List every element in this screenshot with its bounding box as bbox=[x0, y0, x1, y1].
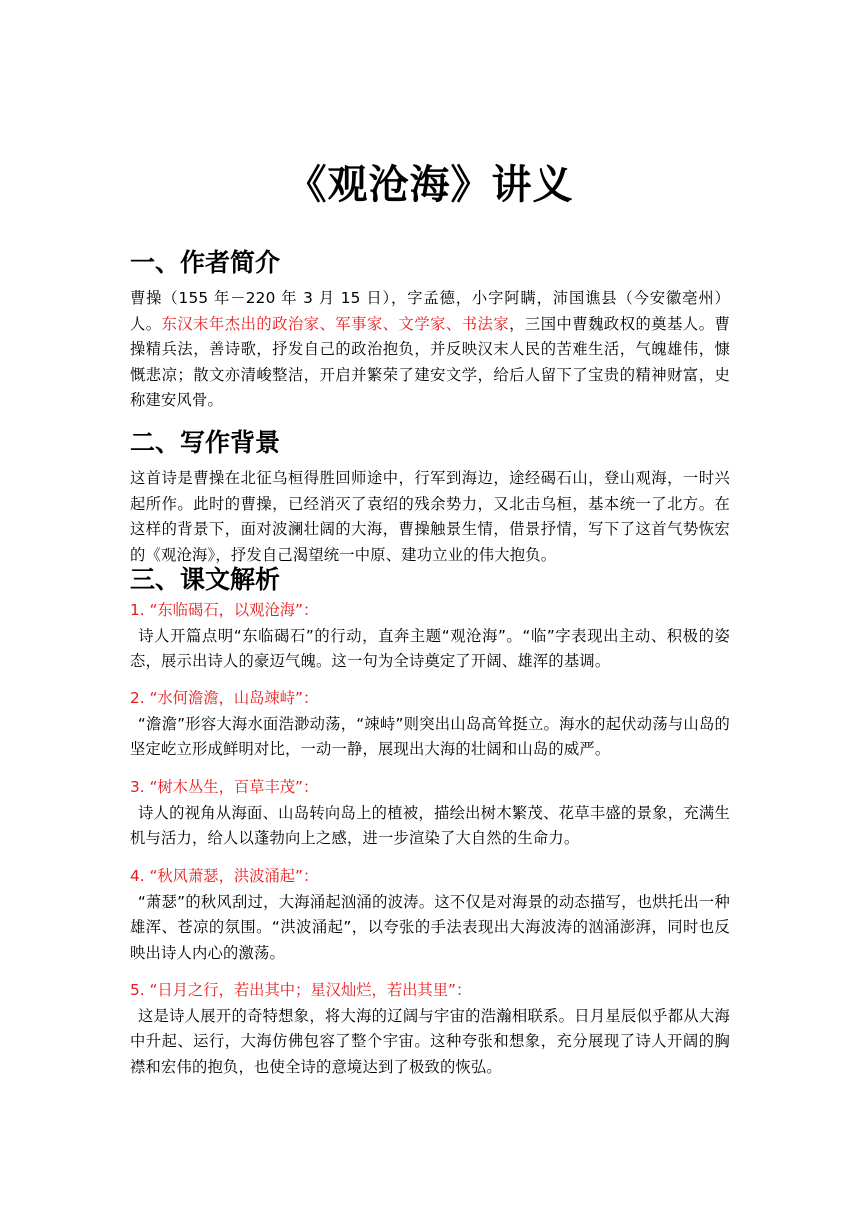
analysis-item-text bbox=[130, 890, 730, 967]
section-heading-analysis: 三、课文解析 bbox=[130, 565, 281, 594]
section-heading-background: 二、写作背景 bbox=[130, 428, 281, 457]
section-author-intro bbox=[130, 246, 730, 414]
analysis-item-body: “澹澹”形容大海水面浩渺动荡，“竦峙”则突出山岛高耸挺立。海水的起伏动荡与山岛的坚定屹立形成鲜明对比，一动一静，展现出大海的壮阔和山岛的威严。 bbox=[130, 714, 730, 758]
document-title: 《观沧海》讲义 bbox=[286, 162, 574, 208]
background-paragraph: 这首诗是曹操在北征乌桓得胜回师途中，行军到海边，途经碣石山，登山观海，一时兴起所作。此时的曹操，已经消灭了袁绍的残余势力，又北击乌桓，基本统一了北方。在这样的背景下，面对波澜壮阔的大海，曹操触景生情，借景抒情，写下了这首气势恢宏的《观沧海》，抒发自己渴望统一中原、建功立业的伟大抱负。 bbox=[130, 469, 730, 564]
analysis-item-text bbox=[130, 624, 730, 675]
analysis-item-text bbox=[130, 801, 730, 852]
author-intro-text-2: ，三国中曹魏政权的奠基人。曹操精兵法，善诗歌，抒发自己的政治抱负，并反映汉末人民的苦难生活，气魄雄伟，慷慨悲凉；散文亦清峻整洁，开启并繁荣了建安文学，给后人留下了宝贵的精神财富，史称建安风骨。 bbox=[130, 314, 730, 409]
analysis-item-body: 诗人的视角从海面、山岛转向岛上的植被，描绘出树木繁茂、花草丰盛的景象，充满生机与活力，给人以蓬勃向上之感，进一步渲染了大自然的生命力。 bbox=[130, 803, 730, 847]
analysis-item-heading: 3. “树木丛生，百草丰茂”： bbox=[130, 778, 319, 796]
analysis-item bbox=[130, 598, 730, 675]
section-background bbox=[130, 426, 730, 568]
analysis-item-text bbox=[130, 712, 730, 763]
author-intro-highlight: 东汉末年杰出的政治家、军事家、文学家、书法家 bbox=[161, 314, 510, 333]
analysis-item-body: “萧瑟”的秋风刮过，大海涌起汹涌的波涛。这不仅是对海景的动态描写，也烘托出一种雄浑、苍凉的氛围。“洪波涌起”，以夸张的手法表现出大海波涛的汹涌澎湃，同时也反映出诗人内心的激荡。 bbox=[130, 892, 730, 962]
author-intro-text-1: 曹操（155 年－220 年 3 月 15 日），字孟德，小字阿瞒，沛国谯县（今安徽亳州）人。 bbox=[130, 289, 730, 333]
analysis-item-heading: 2. “水何澹澹，山岛竦峙”： bbox=[130, 689, 319, 707]
author-intro-paragraph bbox=[130, 286, 730, 414]
analysis-item bbox=[130, 686, 730, 763]
analysis-item bbox=[130, 864, 730, 966]
analysis-item-text bbox=[130, 1004, 730, 1081]
analysis-item-heading: 4. “秋风萧瑟，洪波涌起”： bbox=[130, 867, 319, 885]
section-analysis bbox=[130, 563, 730, 597]
analysis-item bbox=[130, 978, 730, 1080]
analysis-item bbox=[130, 775, 730, 852]
section-heading-author: 一、作者简介 bbox=[130, 248, 281, 277]
analysis-item-heading: 1. “东临碣石，以观沧海”： bbox=[130, 601, 319, 619]
analysis-item-body: 这是诗人展开的奇特想象，将大海的辽阔与宇宙的浩瀚相联系。日月星辰似乎都从大海中升起、运行，大海仿佛包容了整个宇宙。这种夸张和想象，充分展现了诗人开阔的胸襟和宏伟的抱负，也使全诗的意境达到了极致的恢弘。 bbox=[130, 1006, 730, 1076]
analysis-item-heading: 5. “日月之行，若出其中；星汉灿烂，若出其里”： bbox=[130, 981, 472, 999]
analysis-item-body: 诗人开篇点明“东临碣石”的行动，直奔主题“观沧海”。“临”字表现出主动、积极的姿态，展示出诗人的豪迈气魄。这一句为全诗奠定了开阔、雄浑的基调。 bbox=[130, 626, 730, 670]
